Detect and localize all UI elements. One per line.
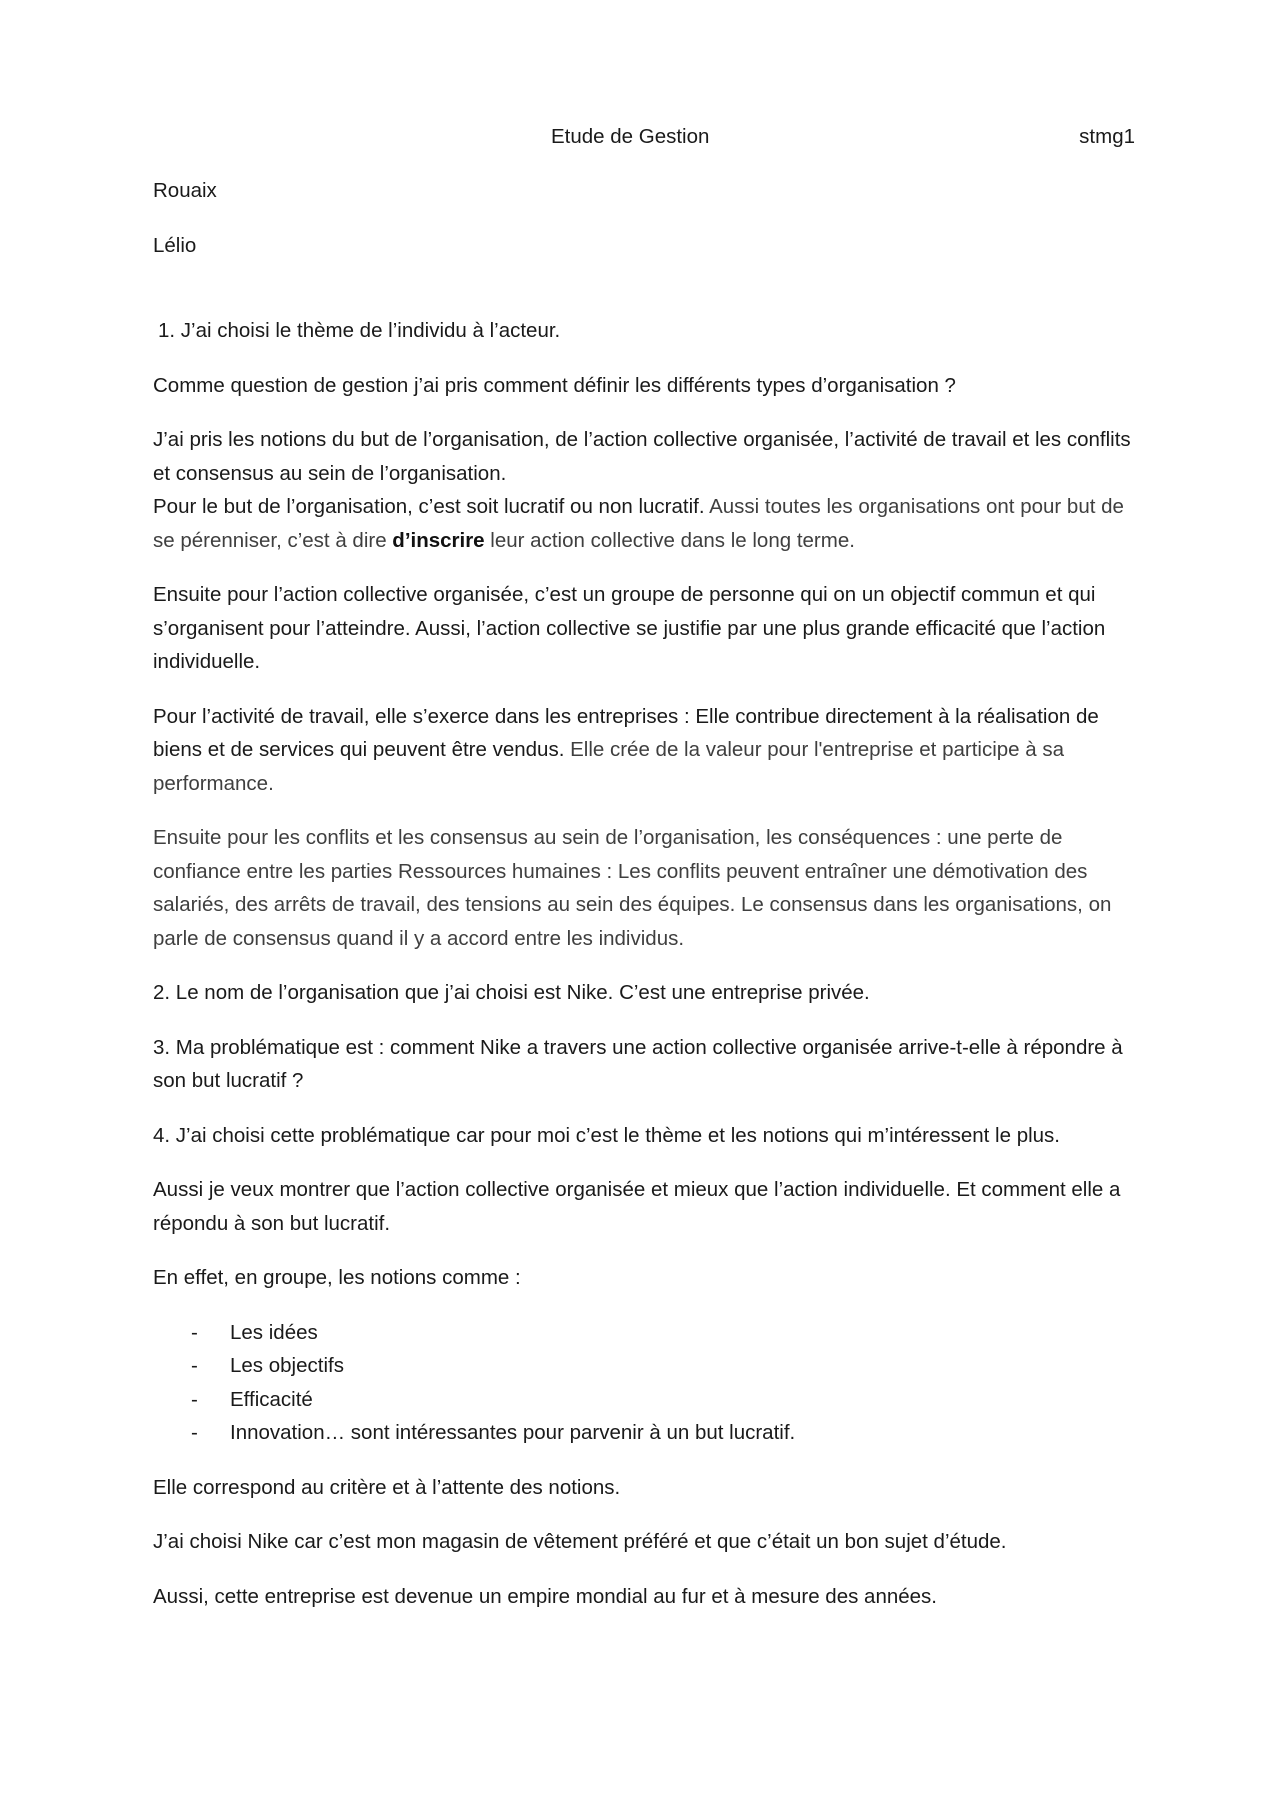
purpose-text-c: leur action collective dans le long terme.	[484, 528, 855, 552]
purpose-text-a: Pour le but de l’organisation, c’est soit lucratif ou non lucratif.	[153, 495, 705, 518]
group-notions-intro: En effet, en groupe, les notions comme :	[153, 1266, 521, 1289]
dash-marker: -	[191, 1354, 198, 1377]
document-header	[153, 120, 1135, 154]
dash-marker: -	[191, 1320, 198, 1344]
list-item-text: Les objectifs	[230, 1354, 344, 1377]
answer-2: 2. Le nom de l’organisation que j’ai choisi est Nike. C’est une entreprise privée.	[153, 981, 870, 1004]
list-item	[153, 1316, 1135, 1350]
management-question: Comme question de gestion j’ai pris comment définir les différents types d’organisation ?	[153, 373, 956, 397]
list-item-text: Innovation… sont intéressantes pour parvenir à un but lucratif.	[230, 1421, 796, 1444]
author-last-name: Rouaix	[153, 179, 217, 202]
work-activity-paragraph	[153, 700, 1135, 801]
author-first-name: Lélio	[153, 233, 197, 257]
list-item-text: Les idées	[230, 1320, 318, 1344]
list-item-text: Efficacité	[230, 1387, 313, 1411]
document-title: Etude de Gestion	[551, 125, 710, 148]
list-item	[153, 1416, 1135, 1450]
work-text-a: Pour l’activité de travail, elle s’exerce dans les entreprises : Elle contribue directement à la réalisation de biens et de services qui peuvent être vendus.	[153, 704, 1099, 761]
answer-3: 3. Ma problématique est : comment Nike a travers une action collective organisée arrive-t-elle à répondre à son but lucratif ?	[153, 1035, 1123, 1092]
list-item	[153, 1383, 1135, 1417]
collective-action-paragraph: Ensuite pour l’action collective organisée, c’est un groupe de personne qui on un objectif commun et qui s’organisent pour l’atteindre. Aussi, l’action collective se justifie par une plus grande efficacité que l’action individuelle.	[153, 583, 1106, 673]
answer-4: 4. J’ai choisi cette problématique car pour moi c’est le thème et les notions qui m’intéressent le plus.	[153, 1123, 1061, 1147]
answer-1: 1. J’ai choisi le thème de l’individu à l’acteur.	[158, 319, 561, 342]
dash-marker: -	[191, 1421, 198, 1444]
work-text-b: Elle crée de la valeur pour l'entreprise et participe à sa performance.	[153, 738, 1065, 795]
purpose-paragraph	[153, 490, 1135, 557]
purpose-text-b: Aussi toutes les organisations ont pour but de se pérenniser, c’est à dire	[153, 495, 1124, 552]
list-item	[153, 1349, 1135, 1383]
conflicts-paragraph: Ensuite pour les conflits et les consensus au sein de l’organisation, les conséquences : une perte de confiance entre les parties Ressources humaines : Les conflits peuvent entraîner une démotivation des salariés, des arrêts de travail, des tensions au sein des équipes. Le consensus dans les organisations, on parle de consensus quand il y a accord entre les individus.	[153, 826, 1112, 950]
class-label: stmg1	[1079, 125, 1135, 148]
notions-paragraph: J’ai pris les notions du but de l’organisation, de l’action collective organisée, l’activité de travail et les conflits et consensus au sein de l’organisation.	[153, 428, 1131, 485]
dash-marker: -	[191, 1387, 198, 1411]
show-paragraph: Aussi je veux montrer que l’action collective organisée et mieux que l’action individuelle. Et comment elle a répondu à son but lucratif.	[153, 1178, 1121, 1235]
notions-list	[153, 1316, 1135, 1450]
empire-paragraph: Aussi, cette entreprise est devenue un empire mondial au fur et à mesure des années.	[153, 1584, 938, 1608]
nike-choice-paragraph: J’ai choisi Nike car c’est mon magasin de vêtement préféré et que c’était un bon sujet d’étude.	[153, 1530, 1007, 1553]
purpose-bold-word: d’inscrire	[392, 528, 485, 552]
correspond-paragraph: Elle correspond au critère et à l’attente des notions.	[153, 1475, 621, 1499]
document-body	[153, 120, 1135, 1634]
